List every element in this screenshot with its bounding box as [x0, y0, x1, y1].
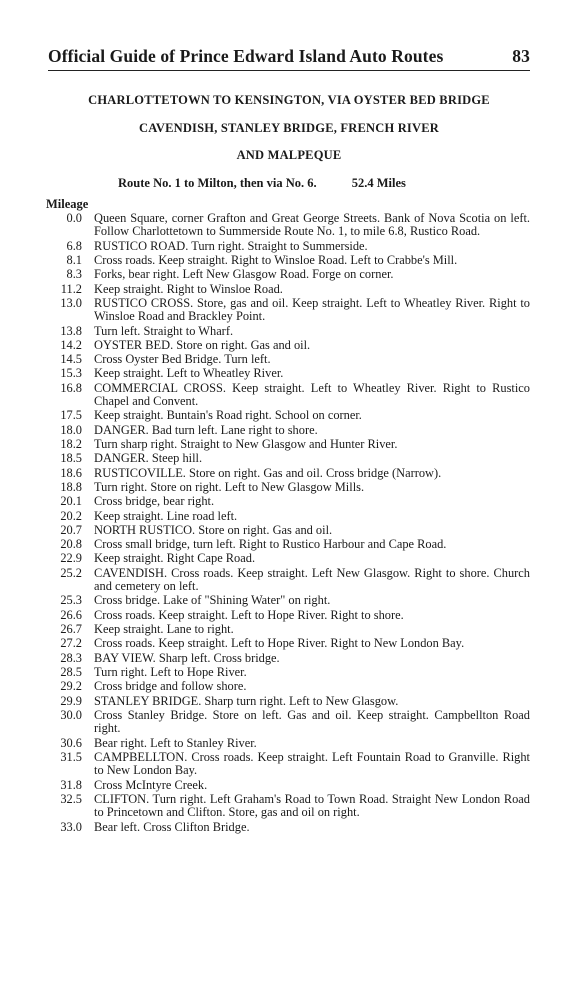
mileage-entry	[46, 793, 530, 820]
direction-text: Cross McIntyre Creek.	[94, 777, 208, 792]
mileage-value: 26.7	[60, 622, 82, 637]
mileage-entry	[46, 382, 530, 409]
mileage-entry	[46, 268, 530, 281]
mileage-value: 11.2	[60, 281, 82, 296]
mileage-entry	[46, 821, 530, 834]
mileage-value: 8.1	[66, 253, 82, 267]
mileage-value: 20.7	[60, 522, 82, 537]
mileage-value: 14.5	[60, 352, 82, 367]
mileage-entry	[46, 283, 530, 296]
mileage-value: 20.2	[60, 508, 82, 523]
mileage-entry	[46, 652, 530, 665]
mileage-value: 13.0	[60, 295, 82, 310]
direction-text: Turn right. Left to Hope River.	[94, 664, 247, 679]
mileage-value: 32.5	[60, 791, 82, 806]
direction-text: Cross bridge. Lake of "Shining Water" on right.	[94, 593, 331, 608]
route-title-line-2: CAVENDISH, STANLEY BRIDGE, FRENCH RIVER	[139, 121, 439, 135]
mileage-entry	[46, 339, 530, 352]
direction-text: RUSTICO ROAD. Turn right. Straight to Summerside.	[94, 238, 368, 253]
route-title-line-3: AND MALPEQUE	[236, 148, 342, 162]
mileage-value: 16.8	[60, 380, 82, 395]
mileage-value: 20.8	[60, 537, 82, 552]
mileage-entry	[46, 495, 530, 508]
direction-text: Turn sharp right. Straight to New Glasgow and Hunter River.	[94, 437, 398, 452]
mileage-value: 29.9	[60, 693, 82, 708]
mileage-entry	[46, 609, 530, 622]
route-distance: 52.4 Miles	[351, 176, 406, 190]
mileage-value: 31.5	[60, 749, 82, 764]
route-title-line-1: CHARLOTTETOWN TO KENSINGTON, VIA OYSTER BED BRIDGE	[88, 93, 490, 107]
mileage-value: 18.6	[60, 465, 82, 480]
mileage-value: 15.3	[60, 366, 82, 381]
mileage-entry	[46, 481, 530, 494]
direction-text: Bear left. Cross Clifton Bridge.	[94, 819, 250, 834]
mileage-value: 22.9	[60, 551, 82, 566]
direction-text: Turn right. Store on right. Left to New Glasgow Mills.	[94, 479, 365, 494]
direction-text: Keep straight. Right Cape Road.	[94, 551, 256, 566]
direction-text: Cross Oyster Bed Bridge. Turn left.	[94, 352, 271, 367]
mileage-value: 17.5	[60, 408, 82, 423]
mileage-value: 28.3	[60, 650, 82, 665]
mileage-value: 6.8	[66, 238, 82, 253]
mileage-entry	[46, 510, 530, 523]
mileage-entries	[46, 212, 530, 835]
direction-text: Turn left. Straight to Wharf.	[94, 323, 234, 338]
mileage-entry	[46, 353, 530, 366]
mileage-value: 8.3	[66, 267, 82, 282]
mileage-entry	[46, 709, 530, 736]
mileage-value: 0.0	[66, 211, 82, 225]
mileage-entry	[46, 297, 530, 324]
direction-text: Keep straight. Buntain's Road right. School on corner.	[94, 408, 362, 423]
mileage-entry	[46, 623, 530, 636]
direction-text: Forks, bear right. Left New Glasgow Road. Forge on corner.	[94, 267, 394, 282]
mileage-heading: Mileage	[46, 197, 89, 211]
direction-text: Cross bridge, bear right.	[94, 494, 215, 509]
mileage-entry	[46, 552, 530, 565]
route-info	[118, 176, 406, 191]
mileage-entry	[46, 438, 530, 451]
page-header	[48, 46, 530, 67]
direction-text: Keep straight. Left to Wheatley River.	[94, 366, 284, 381]
mileage-entry	[46, 409, 530, 422]
mileage-value: 25.3	[60, 593, 82, 608]
direction-text: RUSTICO CROSS. Store, gas and oil. Keep straight. Left to Wheatley River. Right to Winsloe Road and Brackley Point.	[94, 295, 530, 324]
mileage-entry	[46, 680, 530, 693]
mileage-value: 30.6	[60, 735, 82, 750]
mileage-entry	[46, 212, 530, 239]
mileage-value: 29.2	[60, 679, 82, 694]
direction-text: Queen Square, corner Grafton and Great George Streets. Bank of Nova Scotia on left. Follow Charlottetown to Summerside Route No. 1, to mile 6.8, Rustico Road.	[94, 211, 530, 239]
direction-text: COMMERCIAL CROSS. Keep straight. Left to Wheatley River. Right to Rustico Chapel and Convent.	[94, 380, 530, 409]
mileage-value: 31.8	[60, 777, 82, 792]
mileage-value: 18.2	[60, 437, 82, 452]
mileage-value: 30.0	[60, 707, 82, 722]
mileage-value: 33.0	[60, 819, 82, 834]
page-number: 83	[512, 46, 530, 66]
mileage-entry	[46, 240, 530, 253]
route-label: Route No. 1 to Milton, then via No. 6.	[118, 176, 317, 190]
mileage-entry	[46, 325, 530, 338]
direction-text: Cross roads. Keep straight. Left to Hope River. Right to shore.	[94, 607, 404, 622]
direction-text: CLIFTON. Turn right. Left Graham's Road to Town Road. Straight New London Road to Princetown and Clifton. Store, gas and oil on right.	[94, 791, 530, 820]
direction-text: Cross Stanley Bridge. Store on left. Gas and oil. Keep straight. Campbellton Road right.	[94, 707, 530, 736]
direction-text: Keep straight. Line road left.	[94, 508, 238, 523]
direction-text: Bear right. Left to Stanley River.	[94, 735, 257, 750]
direction-text: CAMPBELLTON. Cross roads. Keep straight. Left Fountain Road to Granville. Right to New London Bay.	[94, 749, 530, 778]
direction-text: Cross bridge and follow shore.	[94, 679, 247, 694]
direction-text: Keep straight. Lane to right.	[94, 622, 234, 637]
mileage-value: 18.5	[60, 451, 82, 466]
mileage-value: 20.1	[60, 494, 82, 509]
direction-text: OYSTER BED. Store on right. Gas and oil.	[94, 337, 311, 352]
mileage-entry	[46, 666, 530, 679]
mileage-entry	[46, 751, 530, 778]
direction-text: Cross roads. Keep straight. Left to Hope River. Right to New London Bay.	[94, 636, 465, 651]
direction-text: STANLEY BRIDGE. Sharp turn right. Left to New Glasgow.	[94, 693, 399, 708]
direction-text: Keep straight. Right to Winsloe Road.	[94, 281, 283, 296]
direction-text: CAVENDISH. Cross roads. Keep straight. Left New Glasgow. Right to shore. Church and cemetery on left.	[94, 565, 530, 594]
mileage-entry	[46, 637, 530, 650]
direction-text: Cross small bridge, turn left. Right to Rustico Harbour and Cape Road.	[94, 537, 447, 552]
direction-text: DANGER. Steep hill.	[94, 451, 203, 466]
mileage-value: 14.2	[60, 337, 82, 352]
mileage-entry	[46, 737, 530, 750]
mileage-entry	[46, 424, 530, 437]
direction-text: BAY VIEW. Sharp left. Cross bridge.	[94, 650, 280, 665]
mileage-entry	[46, 467, 530, 480]
mileage-entry	[46, 254, 530, 267]
direction-text: Cross roads. Keep straight. Right to Winsloe Road. Left to Crabbe's Mill.	[94, 253, 458, 267]
header-rule	[48, 70, 530, 71]
mileage-value: 25.2	[60, 565, 82, 580]
mileage-value: 18.0	[60, 422, 82, 437]
mileage-entry	[46, 594, 530, 607]
direction-text: RUSTICOVILLE. Store on right. Gas and oil. Cross bridge (Narrow).	[94, 465, 442, 480]
mileage-value: 27.2	[60, 636, 82, 651]
mileage-entry	[46, 367, 530, 380]
mileage-entry	[46, 779, 530, 792]
mileage-value: 28.5	[60, 664, 82, 679]
mileage-value: 26.6	[60, 607, 82, 622]
direction-text: NORTH RUSTICO. Store on right. Gas and oil.	[94, 522, 333, 537]
running-title: Official Guide of Prince Edward Island Auto Routes	[48, 46, 444, 66]
mileage-entry	[46, 452, 530, 465]
direction-text: DANGER. Bad turn left. Lane right to shore.	[94, 422, 318, 437]
mileage-entry	[46, 567, 530, 594]
mileage-entry	[46, 695, 530, 708]
mileage-entry	[46, 524, 530, 537]
mileage-value: 18.8	[60, 479, 82, 494]
mileage-value: 13.8	[60, 323, 82, 338]
mileage-entry	[46, 538, 530, 551]
